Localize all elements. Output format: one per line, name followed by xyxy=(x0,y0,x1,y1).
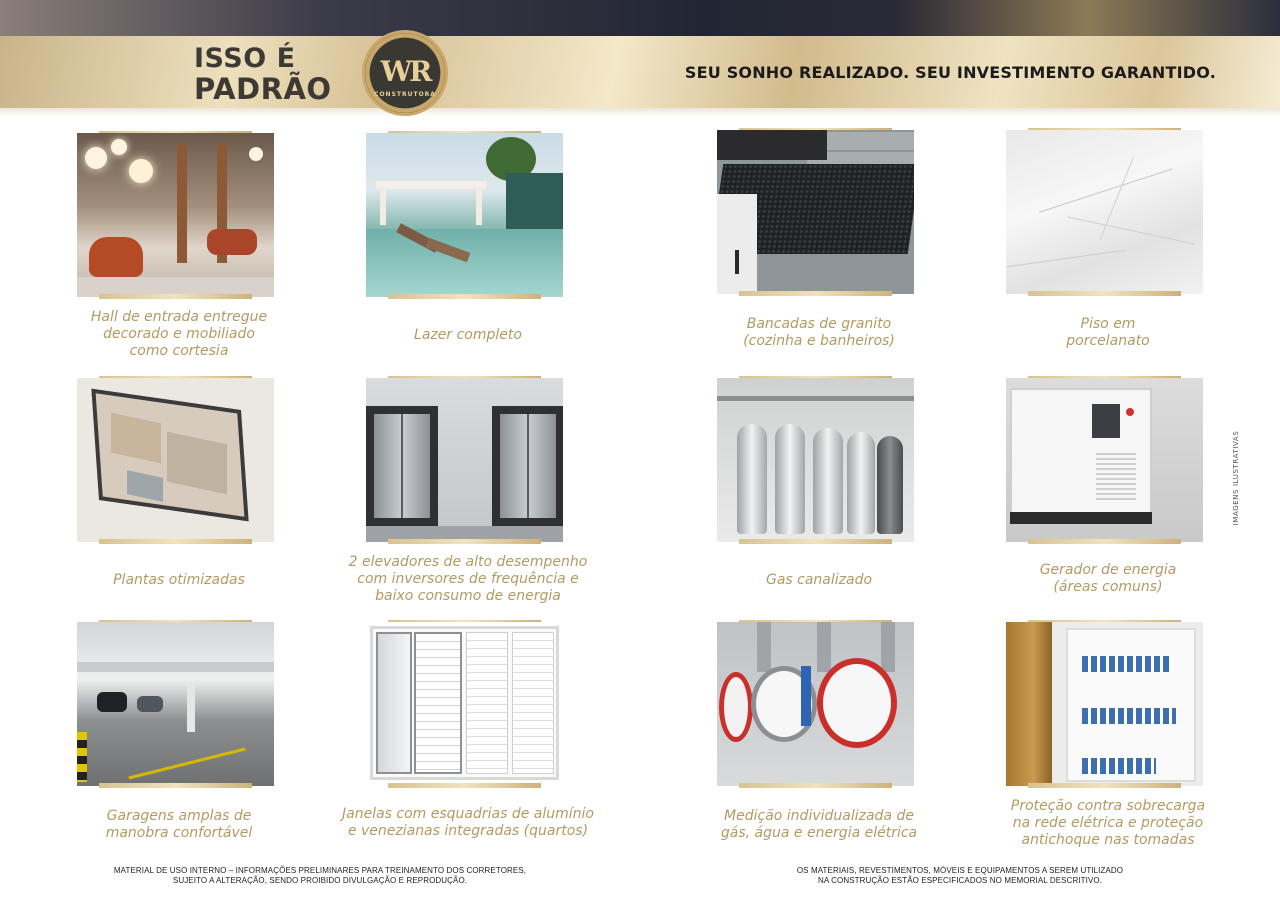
feature-caption: Garagens amplas de manobra confortável xyxy=(105,808,253,841)
logo-mark: WR xyxy=(380,55,430,88)
elevators-photo xyxy=(366,378,563,542)
gold-divider-bottom xyxy=(388,783,541,788)
feature-caption: Piso em porcelanato xyxy=(1066,316,1150,349)
feature-caption: Lazer completo xyxy=(414,327,522,343)
feature-card-floorplan xyxy=(44,376,314,616)
gold-divider-bottom xyxy=(739,539,892,544)
brand-title xyxy=(194,44,364,104)
gold-divider-bottom xyxy=(388,294,541,299)
pool-photo xyxy=(366,133,563,297)
feature-card-breaker xyxy=(973,620,1243,860)
breaker-panel-photo xyxy=(1006,622,1203,786)
gold-divider-bottom xyxy=(388,539,541,544)
feature-caption: Plantas otimizadas xyxy=(113,572,245,588)
garage-photo xyxy=(77,622,274,786)
feature-caption: Bancadas de granito (cozinha e banheiros) xyxy=(743,316,895,349)
gold-divider-bottom xyxy=(739,291,892,296)
feature-card-lobby xyxy=(44,131,314,371)
gold-divider-bottom xyxy=(1028,291,1181,296)
floor-plan-photo xyxy=(77,378,274,542)
disclaimer-right: OS MATERIAIS, REVESTIMENTOS, MÓVEIS E EQUIPAMENTOS A SEREM UTILIZADO NA CONSTRUÇÃO ESTÃO ESPECIFICADOS NO MEMORIAL DESCRITIVO. xyxy=(796,866,1124,885)
gold-divider-bottom xyxy=(1028,783,1181,788)
brand-title-line2: PADRÃO xyxy=(194,72,332,106)
feature-card-granite xyxy=(684,128,954,368)
generator-photo xyxy=(1006,378,1203,542)
lobby-photo xyxy=(77,133,274,297)
feature-card-garage xyxy=(44,620,314,860)
feature-caption: Gas canalizado xyxy=(765,572,873,588)
disclaimer-left: MATERIAL DE USO INTERNO – INFORMAÇÕES PRELIMINARES PARA TREINAMENTO DOS CORRETORES, SUJEITO A ALTERAÇÃO, SENDO PROIBIDO DIVULGAÇÃO E REPRODUÇÃO. xyxy=(113,866,527,885)
feature-card-pool xyxy=(333,131,603,371)
feature-caption: Janelas com esquadrias de alumínio e venezianas integradas (quartos) xyxy=(341,806,594,839)
gold-divider-bottom xyxy=(99,783,252,788)
meters-photo xyxy=(717,622,914,786)
tagline: SEU SONHO REALIZADO. SEU INVESTIMENTO GARANTIDO. xyxy=(684,63,1216,82)
gold-divider-bottom xyxy=(99,539,252,544)
feature-caption: 2 elevadores de alto desempenho com inversores de frequência e baixo consumo de energia xyxy=(348,554,588,604)
feature-card-gas xyxy=(684,376,954,616)
feature-card-generator xyxy=(973,376,1243,616)
granite-countertop-photo xyxy=(717,130,914,294)
feature-card-meters xyxy=(684,620,954,860)
gold-divider-bottom xyxy=(99,294,252,299)
header-dark-band xyxy=(0,0,1280,40)
gold-divider-bottom xyxy=(739,783,892,788)
feature-caption: Gerador de energia (áreas comuns) xyxy=(1039,562,1177,595)
illustrative-images-label: IMAGENS ILUSTRATIVAS xyxy=(1232,430,1240,526)
brand-title-line1: ISSO É xyxy=(194,43,296,74)
feature-card-window xyxy=(333,620,603,860)
gold-divider-bottom xyxy=(1028,539,1181,544)
porcelain-floor-photo xyxy=(1006,130,1203,294)
feature-card-elevators xyxy=(333,376,603,616)
logo-ring-text: CONSTRUTORA xyxy=(374,91,436,98)
feature-card-porcelain xyxy=(973,128,1243,368)
window-photo xyxy=(366,622,563,786)
wr-construtora-logo xyxy=(362,30,448,116)
feature-caption: Hall de entrada entregue decorado e mobiliado como cortesia xyxy=(90,309,268,359)
feature-caption: Proteção contra sobrecarga na rede elétrica e proteção antichoque nas tomadas xyxy=(1010,798,1206,848)
feature-caption: Medição individualizada de gás, água e energia elétrica xyxy=(720,808,918,841)
gas-cylinders-photo xyxy=(717,378,914,542)
